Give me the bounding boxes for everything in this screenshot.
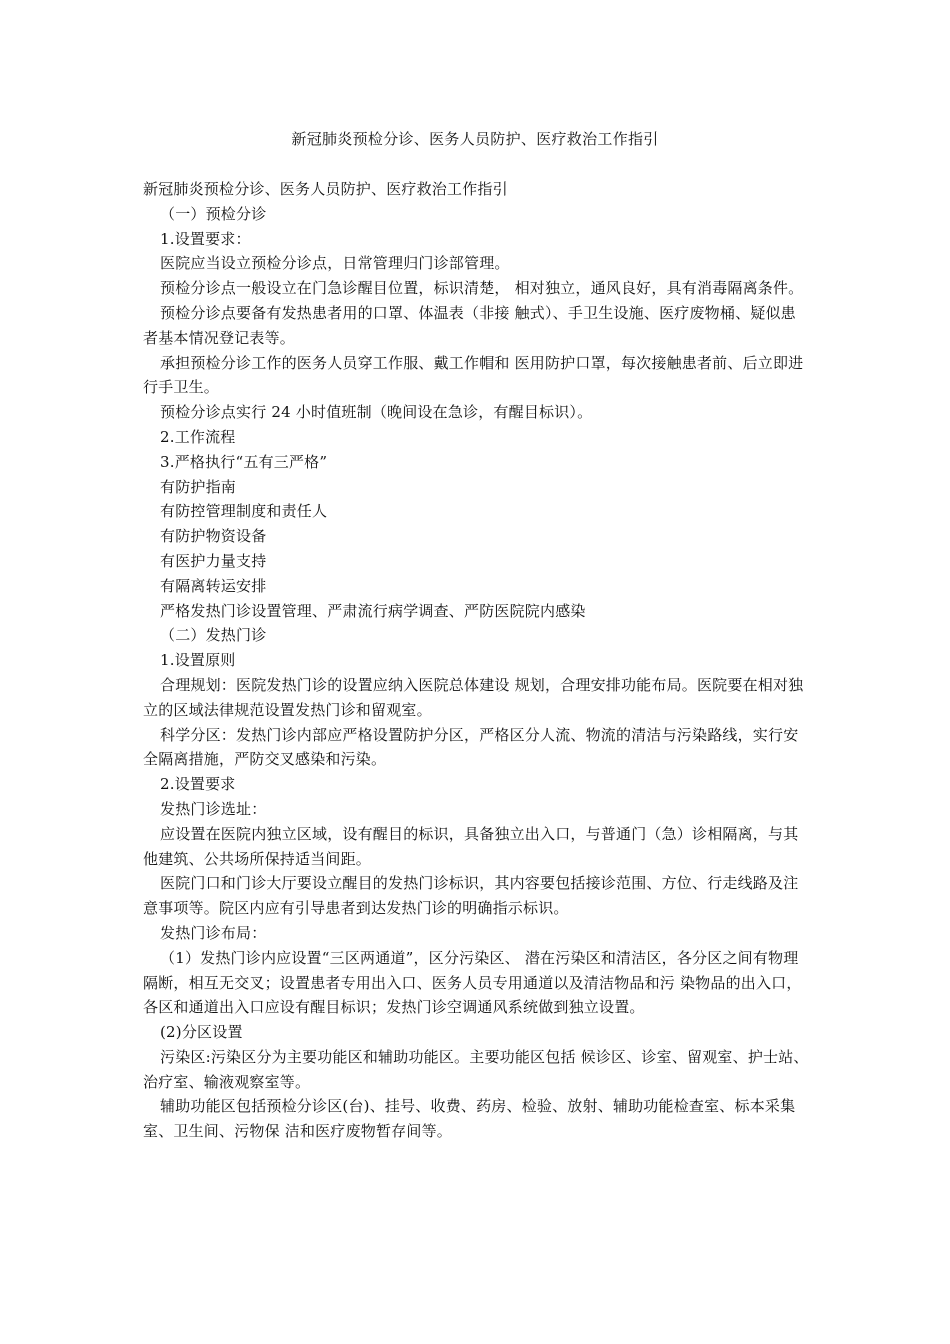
paragraph: （1）发热门诊内应设置“三区两通道”，区分污染区、 潜在污染区和清洁区，各分区之间有物理隔断，相互无交叉；设置患者专用出入口、医务人员专用通道以及清洁物品和污 染物品的出入口，各区和通道出入口应设有醒目标识；发热门诊空调通风系统做到独立设置。 (143, 948, 802, 1017)
paragraph: 有防护物资设备 (160, 527, 267, 546)
paragraph: 预检分诊点实行 24 小时值班制（晚间设在急诊，有醒目标识）。 (160, 403, 593, 422)
paragraph: 1.设置原则 (160, 651, 236, 670)
paragraph: 严格发热门诊设置管理、严肃流行病学调查、严防医院院内感染 (160, 601, 586, 620)
paragraph: 有防控管理制度和责任人 (160, 502, 328, 521)
paragraph: 有防护指南 (160, 477, 237, 496)
paragraph: 科学分区：发热门诊内部应严格设置防护分区，严格区分人流、物流的清洁与污染路线，实行安全隔离措施，严防交叉感染和污染。 (143, 725, 799, 769)
paragraph: 有隔离转运安排 (160, 576, 267, 595)
paragraph: 有医护力量支持 (160, 551, 267, 570)
paragraph: 1.设置要求： (160, 229, 251, 248)
paragraph: 发热门诊选址： (160, 799, 267, 818)
paragraph: 医院门口和门诊大厅要设立醒目的发热门诊标识，其内容要包括接诊范围、方位、行走线路及注意事项等。院区内应有引导患者到达发热门诊的明确指示标识。 (143, 874, 799, 918)
paragraph: 污染区:污染区分为主要功能区和辅助功能区。主要功能区包括 候诊区、诊室、留观室、护士站、治疗室、输液观察室等。 (143, 1047, 809, 1091)
paragraph: （二）发热门诊 (160, 626, 267, 645)
document-title: 新冠肺炎预检分诊、医务人员防护、医疗救治工作指引 (291, 130, 659, 148)
paragraph: 2.设置要求 (160, 775, 236, 794)
paragraph: 医院应当设立预检分诊点，日常管理归门诊部管理。 (160, 254, 510, 273)
paragraph: 预检分诊点要备有发热患者用的口罩、体温表（非接 触式）、手卫生设施、医疗废物桶、疑似患者基本情况登记表等。 (143, 303, 796, 347)
paragraph: 合理规划：医院发热门诊的设置应纳入医院总体建设 规划，合理安排功能布局。医院要在相对独立的区域法律规范设置发热门诊和留观室。 (143, 675, 804, 719)
paragraph: 2.工作流程 (160, 427, 236, 446)
paragraph: 发热门诊布局： (160, 923, 267, 942)
paragraph: (2)分区设置 (160, 1023, 243, 1042)
paragraph: （一）预检分诊 (160, 204, 267, 223)
paragraph: 承担预检分诊工作的医务人员穿工作服、戴工作帽和 医用防护口罩，每次接触患者前、后立即进行手卫生。 (143, 353, 804, 397)
paragraph: 辅助功能区包括预检分诊区(台)、挂号、收费、药房、检验、放射、辅助功能检查室、标本采集室、卫生间、污物保 洁和医疗废物暂存间等。 (143, 1097, 796, 1141)
document-body (143, 177, 811, 1144)
paragraph: 应设置在医院内独立区域，设有醒目的标识，具备独立出入口，与普通门（急）诊相隔离，与其他建筑、公共场所保持适当间距。 (143, 824, 799, 868)
paragraph: 预检分诊点一般设立在门急诊醒目位置，标识清楚， 相对独立，通风良好，具有消毒隔离条件。 (160, 279, 804, 298)
paragraph: 新冠肺炎预检分诊、医务人员防护、医疗救治工作指引 (143, 180, 508, 198)
paragraph: 3.严格执行“五有三严格” (160, 452, 328, 471)
